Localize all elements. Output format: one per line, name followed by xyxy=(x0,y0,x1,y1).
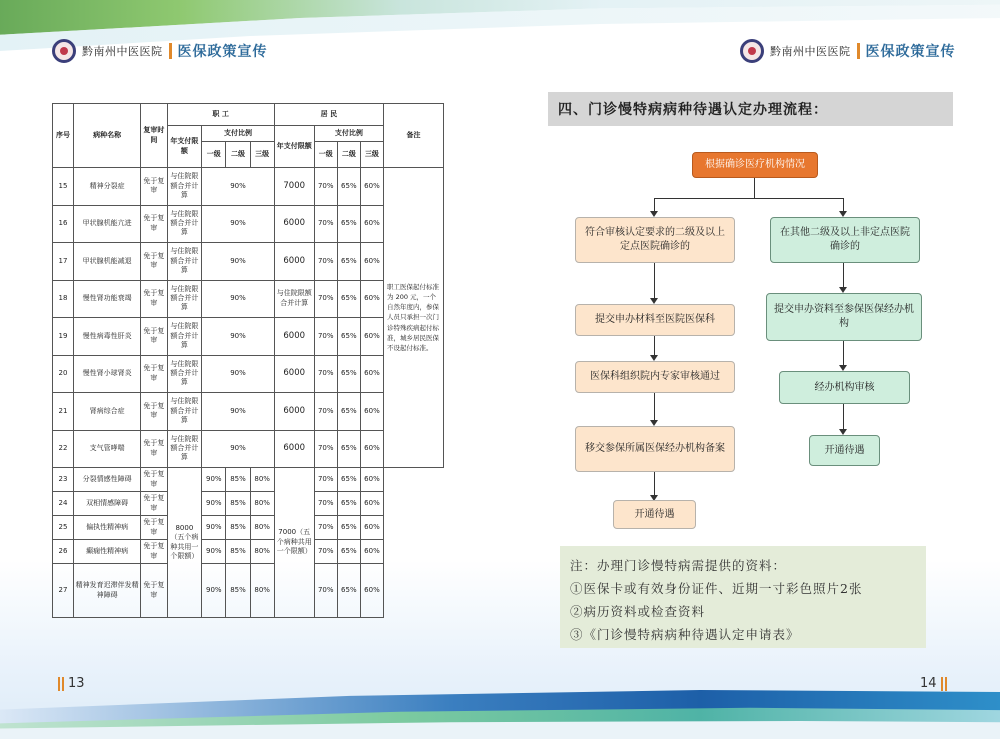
cell-res-l1: 70% xyxy=(314,540,337,564)
cell-res-l2: 65% xyxy=(337,393,360,431)
cell-review: 免于复审 xyxy=(141,355,167,393)
cell-disease: 甲状腺机能亢进 xyxy=(74,205,141,243)
cell-emp-l3: 80% xyxy=(250,516,274,540)
page-number-text: 13 xyxy=(68,676,85,691)
cell-res-l1: 70% xyxy=(314,168,337,206)
cell-disease: 肾病综合症 xyxy=(74,393,141,431)
cell-res-limit: 6000 xyxy=(274,355,314,393)
cell-emp-l3: 80% xyxy=(250,564,274,618)
cell-emp-l2: 85% xyxy=(226,468,250,492)
cell-disease: 精神分裂症 xyxy=(74,168,141,206)
cell-res-l2: 65% xyxy=(337,318,360,356)
cell-res-l3: 60% xyxy=(360,355,383,393)
cell-review: 免于复审 xyxy=(141,318,167,356)
flow-connector xyxy=(843,263,844,288)
cell-emp-l3: 80% xyxy=(250,492,274,516)
header-divider xyxy=(857,43,860,59)
cell-review: 免于复审 xyxy=(141,168,167,206)
flow-connector xyxy=(654,263,655,299)
note-item-3: ③《门诊慢特病病种待遇认定申请表》 xyxy=(570,627,800,643)
flow-connector xyxy=(843,404,844,430)
flow-right-step-1: 在其他二级及以上非定点医院确诊的 xyxy=(770,217,920,263)
cell-review: 免于复审 xyxy=(141,280,167,318)
cell-emp-l3: 80% xyxy=(250,540,274,564)
section-title: 四、门诊慢特病病种待遇认定办理流程： xyxy=(548,92,953,126)
cell-seq: 15 xyxy=(53,168,74,206)
cell-emp-limit: 与住院限额合并计算 xyxy=(167,393,202,431)
cell-emp-ratio: 90% xyxy=(202,318,275,356)
cell-emp-limit: 与住院限额合并计算 xyxy=(167,280,202,318)
flow-left-step-4: 移交参保所属医保经办机构备案 xyxy=(575,426,735,472)
flow-connector xyxy=(654,198,844,199)
th-remark: 备注 xyxy=(384,104,444,168)
page-number-left xyxy=(58,676,85,691)
flow-left-step-5: 开通待遇 xyxy=(613,500,696,529)
cell-res-l3: 60% xyxy=(360,393,383,431)
flow-right-step-2: 提交申办资料至参保医保经办机构 xyxy=(766,293,922,341)
cell-res-l3: 60% xyxy=(360,243,383,281)
th-res-ratio: 支付比例 xyxy=(314,126,383,142)
hospital-name: 黔南州中医医院 xyxy=(770,45,851,58)
th-employee: 职 工 xyxy=(167,104,274,126)
th-emp-l1: 一级 xyxy=(202,142,226,168)
cell-seq: 25 xyxy=(53,516,74,540)
table-row xyxy=(53,540,444,564)
requirements-note xyxy=(560,546,926,648)
cell-res-l3: 60% xyxy=(360,430,383,468)
page-number-right xyxy=(920,676,947,691)
cell-emp-ratio: 90% xyxy=(202,205,275,243)
table-row xyxy=(53,168,444,206)
cell-res-l3: 60% xyxy=(360,492,383,516)
cell-disease: 甲状腺机能减退 xyxy=(74,243,141,281)
header-slogan: 医保政策宣传 xyxy=(865,44,956,60)
cell-emp-l3: 80% xyxy=(250,468,274,492)
page-number-text: 14 xyxy=(920,676,937,691)
cell-res-l1: 70% xyxy=(314,243,337,281)
cell-seq: 18 xyxy=(53,280,74,318)
table-row xyxy=(53,564,444,618)
cell-seq: 19 xyxy=(53,318,74,356)
cell-disease: 慢性肾小球肾炎 xyxy=(74,355,141,393)
cell-res-l2: 65% xyxy=(337,280,360,318)
flow-connector xyxy=(843,341,844,366)
cell-disease: 分裂情感性障碍 xyxy=(74,468,141,492)
cell-emp-ratio: 90% xyxy=(202,393,275,431)
hospital-name: 黔南州中医医院 xyxy=(82,45,163,58)
cell-review: 免于复审 xyxy=(141,468,167,492)
cell-res-l1: 70% xyxy=(314,468,337,492)
header-right xyxy=(740,38,956,64)
cell-res-l1: 70% xyxy=(314,280,337,318)
hospital-logo-icon xyxy=(52,39,76,63)
cell-res-l2: 65% xyxy=(337,540,360,564)
flow-connector xyxy=(843,198,844,212)
cell-seq: 21 xyxy=(53,393,74,431)
cell-res-l3: 60% xyxy=(360,318,383,356)
th-emp-ratio: 支付比例 xyxy=(202,126,275,142)
flow-connector xyxy=(654,393,655,421)
cell-review: 免于复审 xyxy=(141,492,167,516)
flow-start: 根据确诊医疗机构情况 xyxy=(692,152,818,178)
cell-res-l3: 60% xyxy=(360,516,383,540)
cell-emp-ratio: 90% xyxy=(202,243,275,281)
cell-emp-l1: 90% xyxy=(202,492,226,516)
cell-res-limit: 6000 xyxy=(274,243,314,281)
cell-res-l1: 70% xyxy=(314,205,337,243)
cell-res-l2: 65% xyxy=(337,492,360,516)
flow-left-step-3: 医保科组织院内专家审核通过 xyxy=(575,361,735,393)
cell-res-limit: 7000 xyxy=(274,168,314,206)
flow-left-step-2: 提交申办材料至医院医保科 xyxy=(575,304,735,336)
cell-emp-l2: 85% xyxy=(226,492,250,516)
cell-res-l1: 70% xyxy=(314,393,337,431)
cell-res-l1: 70% xyxy=(314,516,337,540)
cell-res-l1: 70% xyxy=(314,564,337,618)
page-marker-icon xyxy=(58,677,64,691)
cell-disease: 双相情感障碍 xyxy=(74,492,141,516)
table-row xyxy=(53,468,444,492)
th-disease: 病种名称 xyxy=(74,104,141,168)
cell-res-l2: 65% xyxy=(337,430,360,468)
cell-res-limit: 6000 xyxy=(274,430,314,468)
cell-emp-limit: 与住院限额合并计算 xyxy=(167,168,202,206)
cell-emp-ratio: 90% xyxy=(202,280,275,318)
cell-seq: 24 xyxy=(53,492,74,516)
cell-emp-limit: 与住院限额合并计算 xyxy=(167,318,202,356)
cell-disease: 癫痫性精神病 xyxy=(74,540,141,564)
page-marker-icon xyxy=(941,677,947,691)
th-resident: 居 民 xyxy=(274,104,383,126)
cell-res-l2: 65% xyxy=(337,355,360,393)
flow-connector xyxy=(754,178,755,198)
cell-res-l1: 70% xyxy=(314,355,337,393)
cell-review: 免于复审 xyxy=(141,564,167,618)
cell-res-limit: 6000 xyxy=(274,205,314,243)
cell-review: 免于复审 xyxy=(141,540,167,564)
cell-emp-limit: 与住院限额合并计算 xyxy=(167,205,202,243)
cell-review: 免于复审 xyxy=(141,393,167,431)
cell-emp-l2: 85% xyxy=(226,564,250,618)
cell-res-l2: 65% xyxy=(337,243,360,281)
th-res-l2: 二级 xyxy=(337,142,360,168)
flow-connector xyxy=(654,336,655,356)
cell-res-l1: 70% xyxy=(314,430,337,468)
cell-review: 免于复审 xyxy=(141,516,167,540)
cell-disease: 慢性病毒性肝炎 xyxy=(74,318,141,356)
cell-emp-limit: 与住院限额合并计算 xyxy=(167,430,202,468)
cell-remark: 职工医保起付标准为 200 元，一个自然年度内，参保人员只承担一次门诊特殊疾病起付标准，城乡居民医保不设起付标准。 xyxy=(384,168,444,468)
header-left xyxy=(52,38,268,64)
table-row xyxy=(53,492,444,516)
cell-review: 免于复审 xyxy=(141,205,167,243)
cell-emp-l1: 90% xyxy=(202,516,226,540)
note-item-2: ②病历资料或检查资料 xyxy=(570,604,706,620)
cell-res-limit: 6000 xyxy=(274,318,314,356)
note-title: 注：办理门诊慢特病需提供的资料： xyxy=(570,558,787,573)
hospital-logo-icon xyxy=(740,39,764,63)
note-item-1: ①医保卡或有效身份证件、近期一寸彩色照片2张 xyxy=(570,581,863,597)
th-emp-l3: 三级 xyxy=(250,142,274,168)
cell-disease: 精神发育迟滞伴发精神障碍 xyxy=(74,564,141,618)
cell-seq: 27 xyxy=(53,564,74,618)
cell-emp-l2: 85% xyxy=(226,516,250,540)
flow-right-step-3: 经办机构审核 xyxy=(779,371,910,404)
cell-disease: 偏执性精神病 xyxy=(74,516,141,540)
cell-seq: 22 xyxy=(53,430,74,468)
cell-emp-l1: 90% xyxy=(202,564,226,618)
cell-res-l2: 65% xyxy=(337,168,360,206)
th-seq: 序号 xyxy=(53,104,74,168)
cell-res-l2: 65% xyxy=(337,516,360,540)
th-review: 复审时间 xyxy=(141,104,167,168)
cell-res-l2: 65% xyxy=(337,205,360,243)
cell-emp-l1: 90% xyxy=(202,540,226,564)
th-res-limit: 年支付限额 xyxy=(274,126,314,168)
cell-emp-limit: 与住院限额合并计算 xyxy=(167,243,202,281)
cell-res-l2: 65% xyxy=(337,468,360,492)
cell-res-l1: 70% xyxy=(314,492,337,516)
header-slogan: 医保政策宣传 xyxy=(177,44,268,60)
cell-review: 免于复审 xyxy=(141,243,167,281)
cell-res-l3: 60% xyxy=(360,205,383,243)
flow-right-step-4: 开通待遇 xyxy=(809,435,880,466)
cell-emp-ratio: 90% xyxy=(202,168,275,206)
cell-seq: 23 xyxy=(53,468,74,492)
cell-res-l3: 60% xyxy=(360,468,383,492)
cell-seq: 16 xyxy=(53,205,74,243)
flow-connector xyxy=(654,198,655,212)
flow-left-step-1: 符合审核认定要求的二级及以上定点医院确诊的 xyxy=(575,217,735,263)
cell-group-emp-limit: 8000（五个病种共用一个限额） xyxy=(167,468,202,618)
cell-seq: 17 xyxy=(53,243,74,281)
cell-res-l1: 70% xyxy=(314,318,337,356)
disease-table xyxy=(52,103,444,618)
th-emp-l2: 二级 xyxy=(226,142,250,168)
th-emp-limit: 年支付限额 xyxy=(167,126,202,168)
cell-res-l2: 65% xyxy=(337,564,360,618)
cell-disease: 支气管哮喘 xyxy=(74,430,141,468)
cell-res-l3: 60% xyxy=(360,564,383,618)
th-res-l3: 三级 xyxy=(360,142,383,168)
cell-res-l3: 60% xyxy=(360,540,383,564)
cell-emp-l2: 85% xyxy=(226,540,250,564)
header-divider xyxy=(169,43,172,59)
cell-review: 免于复审 xyxy=(141,430,167,468)
th-res-l1: 一级 xyxy=(314,142,337,168)
cell-emp-limit: 与住院限额合并计算 xyxy=(167,355,202,393)
cell-emp-ratio: 90% xyxy=(202,355,275,393)
cell-res-limit: 与住院限额合并计算 xyxy=(274,280,314,318)
cell-disease: 慢性肾功能衰竭 xyxy=(74,280,141,318)
cell-seq: 26 xyxy=(53,540,74,564)
cell-res-l3: 60% xyxy=(360,168,383,206)
cell-res-l3: 60% xyxy=(360,280,383,318)
table-row xyxy=(53,516,444,540)
cell-group-res-limit: 7000（五个病种共用一个限额） xyxy=(274,468,314,618)
cell-res-limit: 6000 xyxy=(274,393,314,431)
cell-seq: 20 xyxy=(53,355,74,393)
cell-emp-ratio: 90% xyxy=(202,430,275,468)
flow-connector xyxy=(654,472,655,496)
cell-emp-l1: 90% xyxy=(202,468,226,492)
